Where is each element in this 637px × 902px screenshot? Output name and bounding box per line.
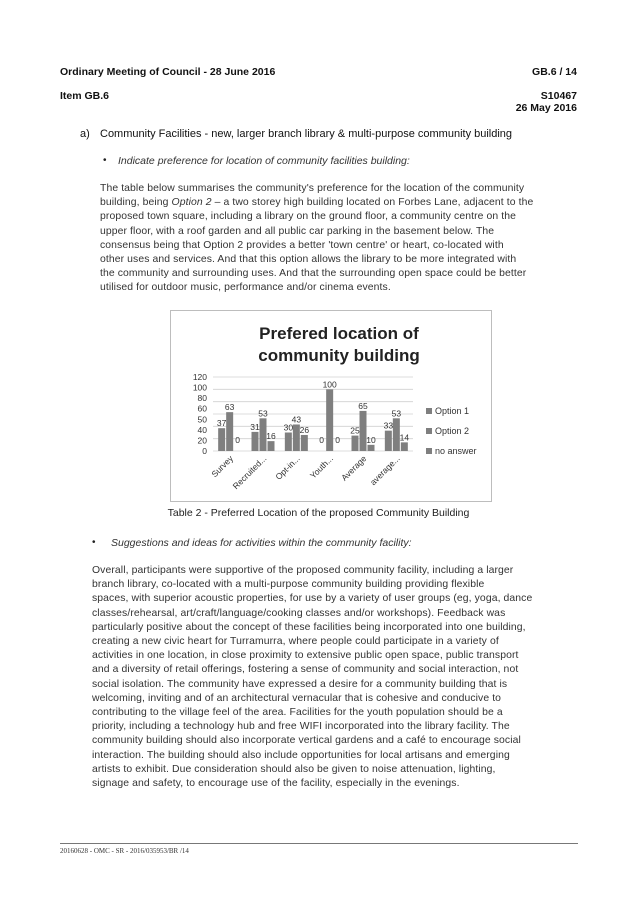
y-tick-label: 120 bbox=[192, 372, 207, 382]
data-label: 65 bbox=[358, 400, 368, 411]
x-tick-label: Average bbox=[339, 453, 369, 483]
data-label: 30 bbox=[283, 422, 294, 433]
legend-swatch bbox=[426, 448, 432, 454]
data-label: 43 bbox=[291, 414, 302, 425]
bar bbox=[326, 389, 333, 451]
data-label: 10 bbox=[366, 434, 376, 445]
bar bbox=[285, 433, 292, 452]
bars bbox=[218, 389, 408, 451]
footer-rule bbox=[60, 843, 578, 844]
y-tick-label: 20 bbox=[197, 435, 207, 446]
bar bbox=[268, 441, 275, 451]
bullet-dot-2: • bbox=[92, 537, 96, 548]
data-label: 63 bbox=[224, 402, 235, 413]
bar bbox=[352, 436, 359, 451]
data-label: 0 bbox=[335, 435, 341, 445]
x-tick-label: Opt-in... bbox=[273, 453, 302, 482]
y-tick-label: 50 bbox=[197, 414, 207, 425]
gridlines bbox=[213, 377, 413, 451]
bar bbox=[368, 445, 375, 451]
y-tick-label: 100 bbox=[192, 382, 207, 393]
data-label: 53 bbox=[258, 408, 268, 419]
footer-reference: 20160628 - OMC - SR - 2016/035953/BR /14 bbox=[60, 847, 189, 855]
legend-label: Option 2 bbox=[435, 426, 470, 436]
bar bbox=[360, 411, 367, 451]
y-tick-label: 0 bbox=[202, 446, 207, 456]
data-label: 37 bbox=[216, 418, 227, 429]
chart-title-line1: Prefered location of bbox=[259, 324, 419, 343]
data-label: 0 bbox=[235, 435, 241, 445]
y-tick-label: 40 bbox=[197, 424, 207, 435]
data-label: 31 bbox=[250, 421, 260, 432]
document-number: S10467 bbox=[540, 90, 577, 102]
chart-container bbox=[170, 310, 492, 502]
meeting-title: Ordinary Meeting of Council - 28 June 2016 bbox=[60, 66, 276, 78]
y-tick-label: 80 bbox=[197, 393, 207, 404]
bar bbox=[226, 412, 233, 451]
data-label: 14 bbox=[399, 432, 410, 443]
bar-chart bbox=[171, 311, 491, 501]
bar bbox=[401, 442, 408, 451]
paragraph-preference: The table below summarises the community's preference for the location of the community building, being Option 2 – a two storey high building located on Forbes Lane, adjacent to the proposed town square, including a library on the ground floor, a community centre on the upper floor, with a roof garden and all public car parking in the basement below. The consensus being that Option 2 provides a better 'town centre' or heart, co-located with other uses and services. And that this option allows the library to be more integrated with the community and surrounding uses. And that the surrounding open space could be better utilised for outdoor music, performance and/or cinema events. bbox=[100, 183, 534, 294]
legend-label: no answer bbox=[435, 446, 477, 456]
bullet-suggestions: Suggestions and ideas for activities within the community facility: bbox=[111, 537, 412, 549]
data-label: 53 bbox=[391, 408, 402, 419]
page-reference: GB.6 / 14 bbox=[532, 66, 577, 78]
section-title: Community Facilities - new, larger branch library & multi-purpose community building bbox=[100, 128, 513, 140]
x-tick-label: average... bbox=[367, 453, 402, 488]
legend-swatch bbox=[426, 428, 432, 434]
legend-label: Option 1 bbox=[435, 406, 470, 416]
data-label: 16 bbox=[266, 431, 276, 442]
bullet-dot: • bbox=[103, 155, 107, 166]
item-number: Item GB.6 bbox=[60, 90, 110, 102]
data-label: 25 bbox=[350, 425, 360, 436]
legend bbox=[426, 406, 477, 456]
table-caption: Table 2 - Preferred Location of the proposed Community Building bbox=[167, 507, 470, 519]
bar bbox=[218, 428, 225, 451]
bar bbox=[301, 435, 308, 451]
bullet-preference: Indicate preference for location of community facilities building: bbox=[118, 155, 410, 167]
data-label: 100 bbox=[322, 379, 337, 390]
data-label: 26 bbox=[299, 424, 310, 435]
x-tick-label: Youth... bbox=[307, 453, 336, 481]
data-label: 33 bbox=[383, 420, 394, 431]
x-tick-label: Recruited... bbox=[230, 453, 269, 492]
section-label: a) bbox=[80, 128, 90, 140]
y-axis-ticks bbox=[193, 372, 207, 456]
bar bbox=[252, 432, 259, 451]
bar bbox=[385, 431, 392, 451]
legend-swatch bbox=[426, 408, 432, 414]
y-tick-label: 60 bbox=[197, 403, 207, 414]
document-date: 26 May 2016 bbox=[515, 102, 577, 114]
paragraph-suggestions: Overall, participants were supportive of the proposed community facility, including a larger branch library, co-located with a multi-purpose community building providing flexible spaces, with superior acoustic properties, for use by a variety of user groups (eg, yoga, dance classes/rehearsal, art/craft/language/cooking classes and/or workshops). Feedback was particularly positive about the concept of these facilities being incorporated into one building, creating a new civic heart for Turramurra, where people could participate in a variety of activities in one location, in close proximity to extensive public open space, public transport and a diversity of retail offerings, fostering a sense of community and social interaction, not social isolation. The community have expressed a desire for a community building that is welcoming, inviting and of an architectural vernacular that is cohesive and conducive to contributing to the village feel of the area. Facilities for the youth population should be a priority, including a technology hub and free WIFI incorporated into the library facility. The community building should also incorporate vertical gardens and a café to encourage social interaction. The building should also include opportunities for local artisans and emerging artists to exhibit. Due consideration should also be given to noise attenuation, lighting, signage and safety, to encourage use of the facility, especially in the evenings. bbox=[92, 565, 533, 790]
x-axis-labels bbox=[209, 453, 401, 491]
x-tick-label: Survey bbox=[209, 453, 236, 480]
data-label: 0 bbox=[319, 435, 325, 445]
chart-title-line2: community building bbox=[258, 346, 420, 365]
